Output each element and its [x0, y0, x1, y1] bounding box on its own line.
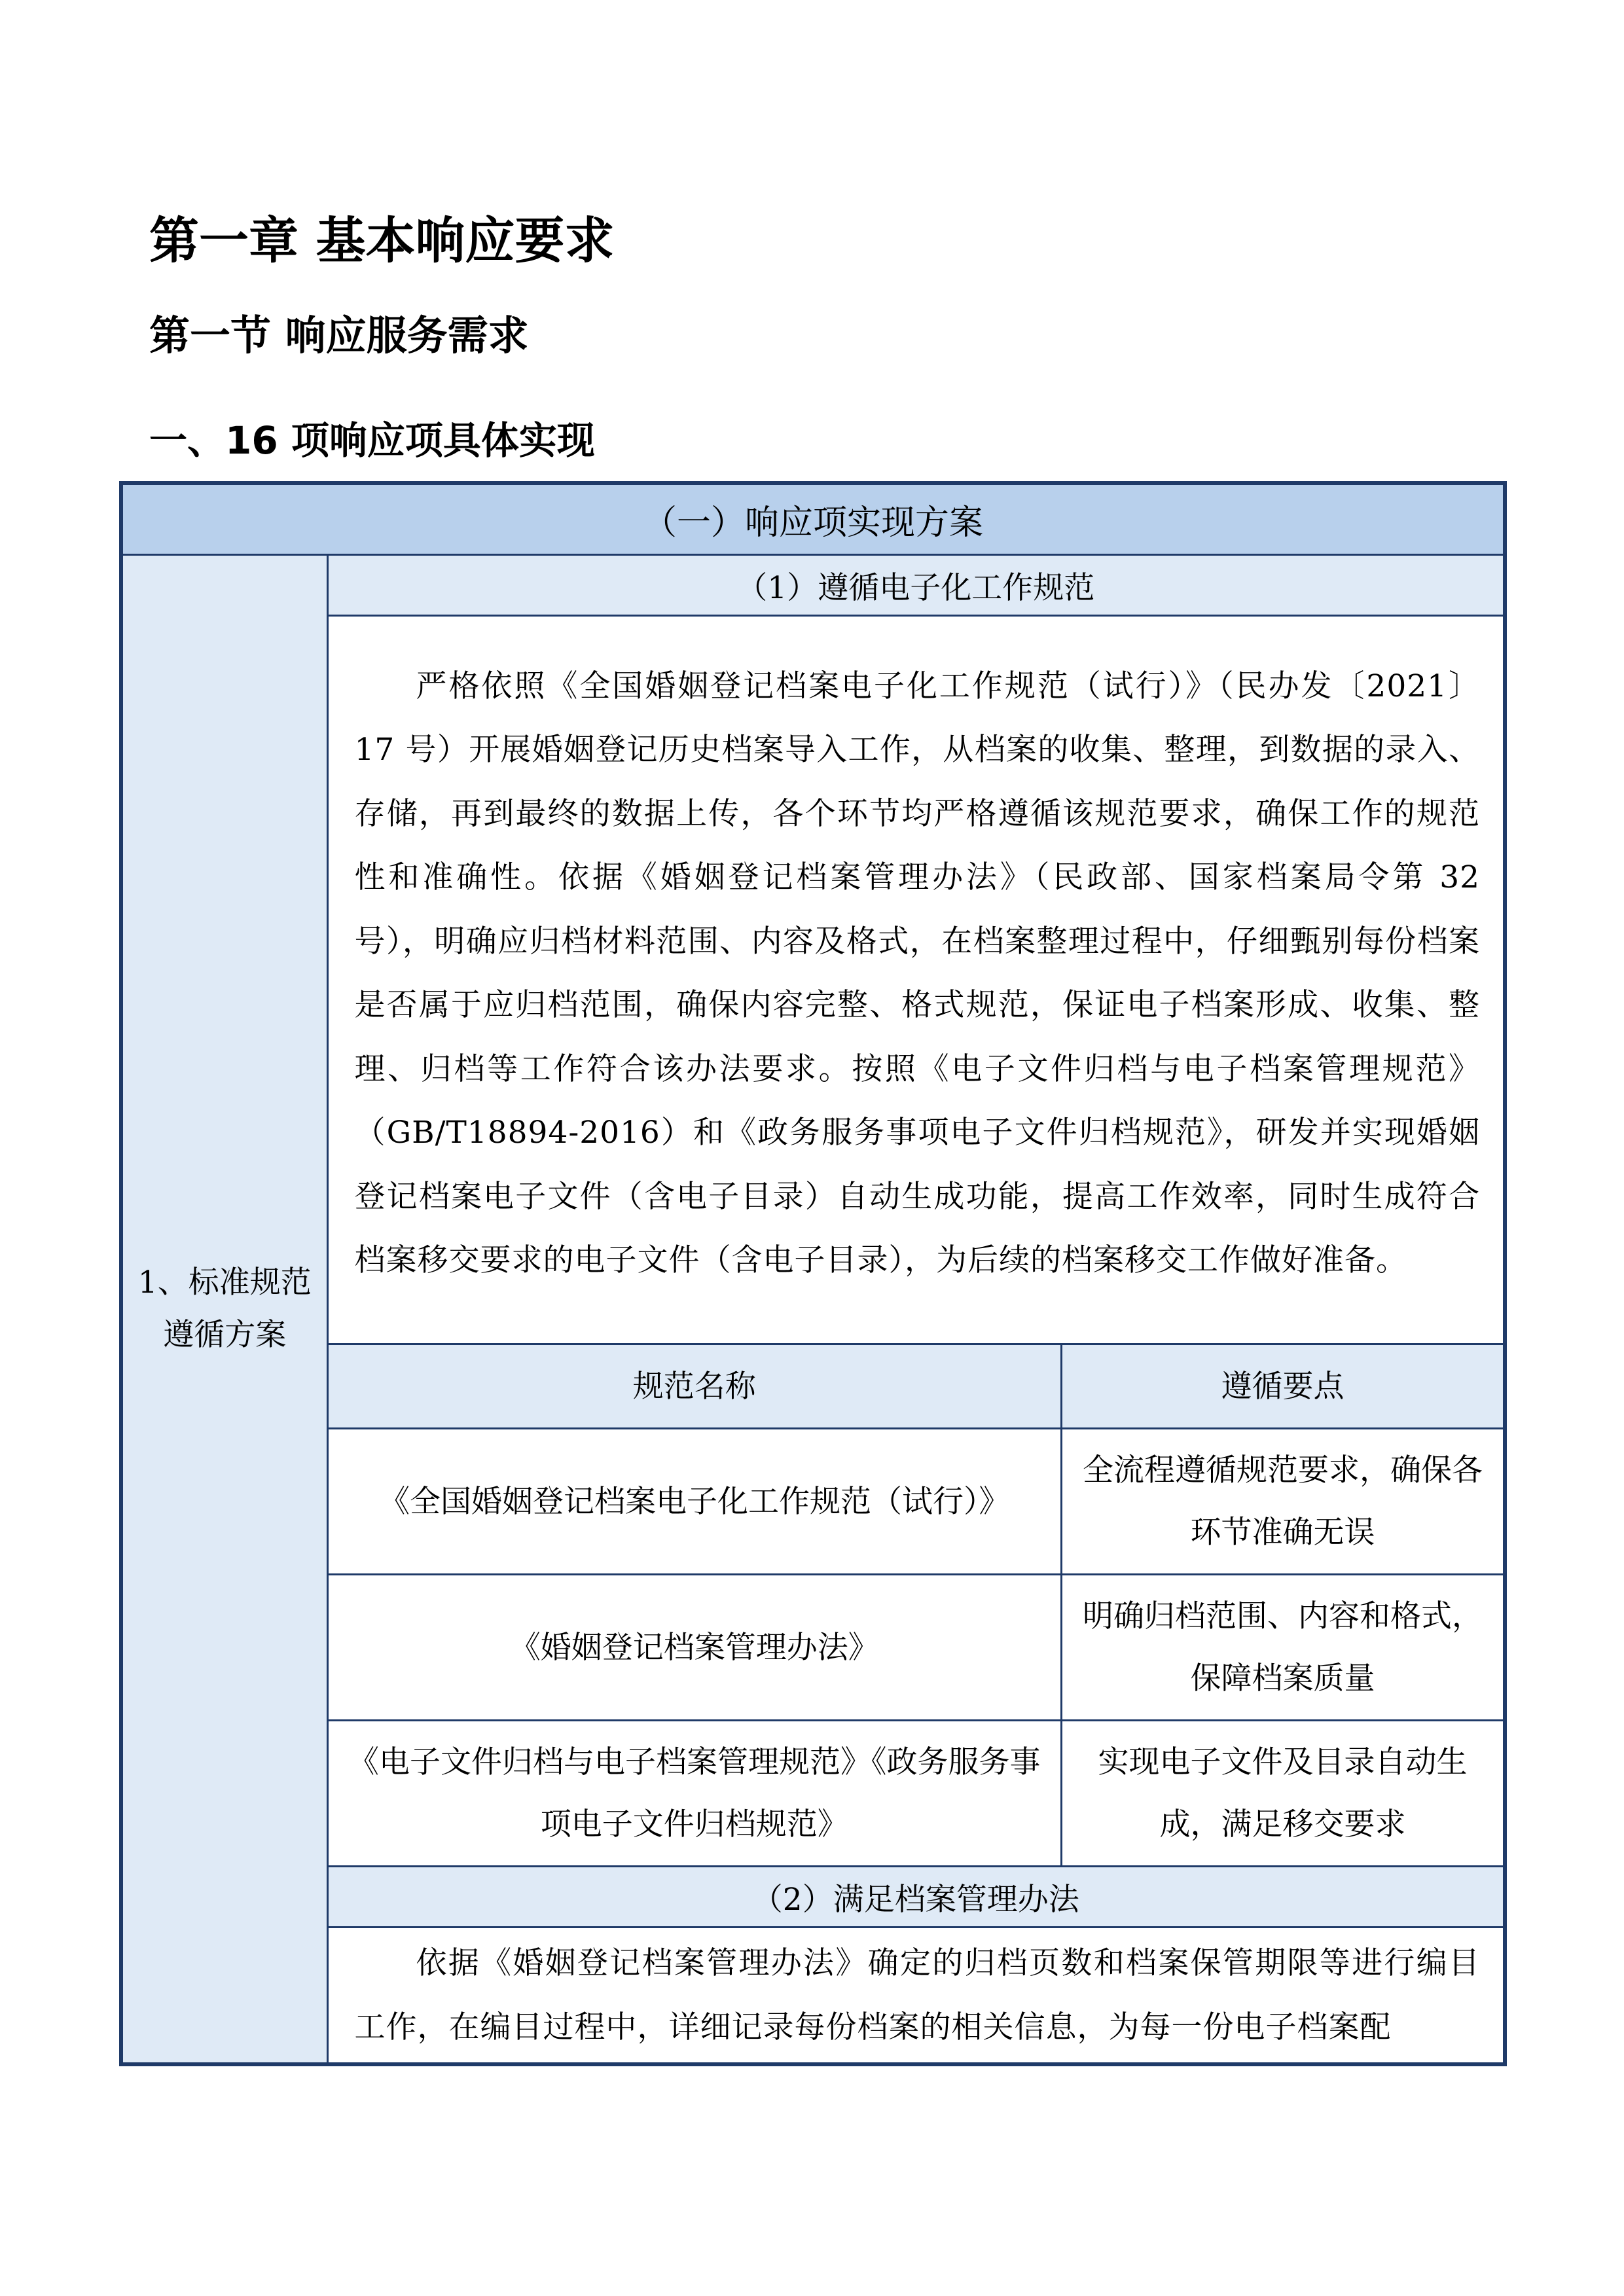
- section-title: 第一节 响应服务需求: [149, 312, 529, 359]
- category-label: 1、标准规范遵循方案: [121, 555, 327, 2065]
- spec-header-name: 规范名称: [329, 1345, 1062, 1429]
- spec-points-cell: 明确归档范围、内容和格式，保障档案质量: [1062, 1575, 1504, 1721]
- spec-table-cell: [327, 1344, 1505, 1867]
- part1-heading: （1）遵循电子化工作规范: [327, 555, 1505, 616]
- spec-points-cell: 全流程遵循规范要求，确保各环节准确无误: [1062, 1429, 1504, 1575]
- table-row: [329, 1429, 1504, 1575]
- response-table: [119, 481, 1507, 2066]
- part2-heading: （2）满足档案管理办法: [327, 1867, 1505, 1928]
- spec-name-cell: 《电子文件归档与电子档案管理规范》《政务服务事项电子文件归档规范》: [348, 1744, 1041, 1842]
- table-row: [329, 1575, 1504, 1721]
- table-row: [329, 1721, 1504, 1866]
- part1-paragraph: 严格依照《全国婚姻登记档案电子化工作规范（试行）》（民办发〔2021〕17 号）开展婚姻登记历史档案导入工作，从档案的收集、整理，到数据的录入、存储，再到最终的数据上传，各个环节均严格遵循该规范要求，确保工作的规范性和准确性。依据《婚姻登记档案管理办法》（民政部、国家档案局令第 32 号），明确应归档材料范围、内容及格式，在档案整理过程中，仔细甄别每份档案是否属于应归档范围，确保内容完整、格式规范，保证电子档案形成、收集、整理、归档等工作符合该办法要求。按照《电子文件归档与电子档案管理规范》（GB/T18894-2016）和《政务服务事项电子文件归档规范》，研发并实现婚姻登记档案电子文件（含电子目录）自动生成功能，提高工作效率，同时生成符合档案移交要求的电子文件（含电子目录），为后续的档案移交工作做好准备。: [327, 616, 1505, 1344]
- chapter-title: 第一章 基本响应要求: [149, 211, 615, 270]
- spec-name-cell: 《婚姻登记档案管理办法》: [329, 1575, 1062, 1721]
- spec-name-cell: 《全国婚姻登记档案电子化工作规范（试行）》: [329, 1429, 1062, 1575]
- subsection-title: 一、16 项响应项具体实现: [149, 418, 595, 463]
- part2-paragraph: 依据《婚姻登记档案管理办法》确定的归档页数和档案保管期限等进行编目工作，在编目过程中，详细记录每份档案的相关信息，为每一份电子档案配: [327, 1928, 1505, 2065]
- table-title: （一）响应项实现方案: [121, 483, 1505, 555]
- spec-points-cell: 实现电子文件及目录自动生成，满足移交要求: [1062, 1721, 1504, 1866]
- spec-header-points: 遵循要点: [1062, 1345, 1504, 1429]
- spec-table-header-row: [329, 1345, 1504, 1429]
- spec-table: [329, 1345, 1504, 1865]
